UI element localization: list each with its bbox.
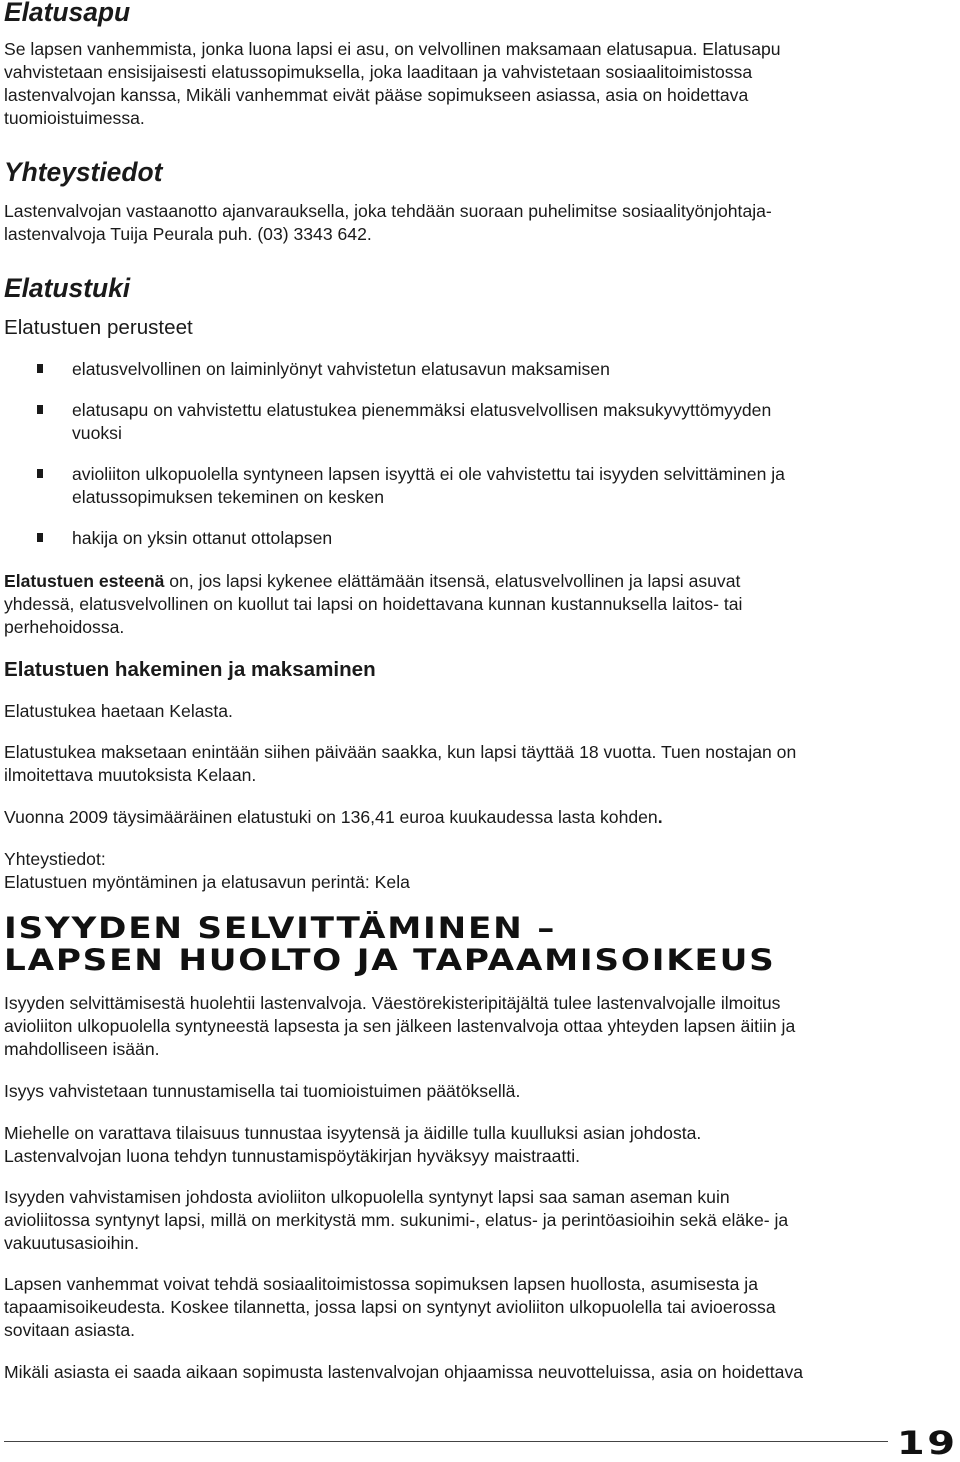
- text-line: hakija on yksin ottanut ottolapsen: [72, 528, 333, 548]
- title-line-2: LAPSEN HUOLTO JA TAPAAMISOIKEUS: [4, 943, 776, 977]
- text-line: Se lapsen vanhemmista, jonka luona lapsi ei asu, on velvollinen maksamaan elatusapua. Elatusapu: [4, 39, 781, 59]
- paragraph-vuonna: [4, 806, 663, 829]
- text-line: tuomioistuimessa.: [4, 108, 145, 128]
- title-line-1: ISYYDEN SELVITTÄMINEN –: [4, 911, 557, 945]
- paragraph-haetaan: Elatustukea haetaan Kelasta.: [4, 701, 233, 721]
- text-line: Lastenvalvojan luona tehdyn tunnustamispöytäkirjan hyväksyy maistraatti.: [4, 1146, 581, 1166]
- text-line: avioliiton ulkopuolella syntyneen lapsen isyyttä ei ole vahvistettu tai isyyden selvittäminen ja: [72, 464, 785, 484]
- paragraph-maksetaan: [4, 741, 954, 787]
- text-line: vahvistetaan ensisijaisesti elatussopimuksella, joka laaditaan ja vahvistetaan sosiaalitoimistossa: [4, 62, 753, 82]
- paragraph-isyys-6: Mikäli asiasta ei saada aikaan sopimusta lastenvalvojan ohjaamissa neuvotteluissa, asia on hoidettava: [4, 1362, 804, 1382]
- text-line: tapaamisoikeudesta. Koskee tilannetta, jossa lapsi on syntynyt avioliiton ulkopuolella tai avioerossa: [4, 1297, 776, 1317]
- text-line: vakuutusasioihin.: [4, 1233, 139, 1253]
- heading-yhteystiedot: Yhteystiedot: [4, 157, 163, 187]
- paragraph-isyys-5: [4, 1273, 954, 1342]
- list-item: [4, 463, 954, 509]
- paragraph-elatusapu: [4, 38, 954, 130]
- text-line: Isyyden vahvistamisen johdosta avioliiton ulkopuolella syntynyt lapsi saa saman aseman kuin: [4, 1187, 730, 1207]
- text-line: elatussopimuksen tekeminen on kesken: [72, 487, 384, 507]
- contact-block: [4, 848, 410, 894]
- text-line: Miehelle on varattava tilaisuus tunnustaa isyytensä ja äidille tulla kuulluksi asian johdosta.: [4, 1123, 702, 1143]
- text-line: ilmoitettava muutoksista Kelaan.: [4, 765, 257, 785]
- bullet-list-perusteet: [4, 358, 954, 550]
- list-item: [4, 358, 954, 381]
- list-item: [4, 527, 954, 550]
- text-span: on, jos lapsi kykenee elättämään itsensä, elatusvelvollinen ja lapsi asuvat: [164, 571, 741, 591]
- paragraph-isyys-3: [4, 1122, 954, 1168]
- bullet-square-icon: [37, 405, 43, 414]
- text-line: lastenvalvoja Tuija Peurala puh. (03) 3343 642.: [4, 224, 372, 244]
- text-line: elatusapu on vahvistettu elatustukea pienemmäksi elatusvelvollisen maksukyvyttömyyden: [72, 400, 772, 420]
- footer-divider: [4, 1441, 888, 1442]
- paragraph-isyys-2: Isyys vahvistetaan tunnustamisella tai tuomioistuimen päätöksellä.: [4, 1081, 521, 1101]
- este-bold-label: Elatustuen esteenä: [4, 571, 165, 591]
- paragraph-este: [4, 570, 954, 639]
- text-line: lastenvalvojan kanssa, Mikäli vanhemmat eivät pääse sopimukseen asiassa, asia on hoidettava: [4, 85, 749, 105]
- page-number: 19: [897, 1424, 958, 1462]
- bullet-square-icon: [37, 364, 43, 373]
- paragraph-isyys-1: [4, 992, 954, 1061]
- text-line: yhdessä, elatusvelvollinen on kuollut tai lapsi on hoidettavana kunnan kustannuksella laitos- tai: [4, 594, 743, 614]
- contact-text: Elatustuen myöntäminen ja elatusavun perintä: Kela: [4, 872, 410, 892]
- text-line: Lastenvalvojan vastaanotto ajanvarauksella, joka tehdään suoraan puhelimitse sosiaalityönjohtaja-: [4, 201, 772, 221]
- text-span: .: [657, 807, 663, 827]
- heading-hakeminen: Elatustuen hakeminen ja maksaminen: [4, 658, 376, 681]
- text-line: avioliitossa syntynyt lapsi, millä on merkitystä mm. sukunimi-, elatus- ja perintöasioihin sekä eläke- ja: [4, 1210, 789, 1230]
- heading-elatusapu: Elatusapu: [4, 0, 131, 27]
- text-line: Elatustukea maksetaan enintään siihen päivään saakka, kun lapsi täyttää 18 vuotta. Tuen nostajan on: [4, 742, 797, 762]
- text-line: Isyyden selvittämisestä huolehtii lastenvalvoja. Väestörekisteripitäjältä tulee lastenvalvojalle ilmoitus: [4, 993, 781, 1013]
- paragraph-isyys-4: [4, 1186, 954, 1255]
- heading-elatustuki: Elatustuki: [4, 273, 131, 303]
- text-line: Lapsen vanhemmat voivat tehdä sosiaalitoimistossa sopimuksen lapsen huollosta, asumisesta ja: [4, 1274, 759, 1294]
- text-line: avioliiton ulkopuolella syntyneestä lapsesta ja sen jälkeen lastenvalvoja ottaa yhteyden lapsen äitiin ja: [4, 1016, 796, 1036]
- bullet-square-icon: [37, 533, 43, 542]
- text-line: perhehoidossa.: [4, 617, 125, 637]
- paragraph-yhteystiedot: [4, 200, 954, 246]
- list-item: [4, 399, 954, 445]
- text-line: vuoksi: [72, 423, 122, 443]
- bullet-square-icon: [37, 469, 43, 478]
- text-span: Vuonna 2009 täysimääräinen elatustuki on 136,41 euroa kuukaudessa lasta kohden: [4, 807, 658, 827]
- section-title: [4, 911, 776, 977]
- text-line: [4, 570, 954, 593]
- text-line: sovitaan asiasta.: [4, 1320, 136, 1340]
- text-line: mahdolliseen isään.: [4, 1039, 160, 1059]
- contact-label: Yhteystiedot:: [4, 849, 106, 869]
- text-line: elatusvelvollinen on laiminlyönyt vahvistetun elatusavun maksamisen: [72, 359, 610, 379]
- subheading-elatustuen-perusteet: Elatustuen perusteet: [4, 316, 193, 339]
